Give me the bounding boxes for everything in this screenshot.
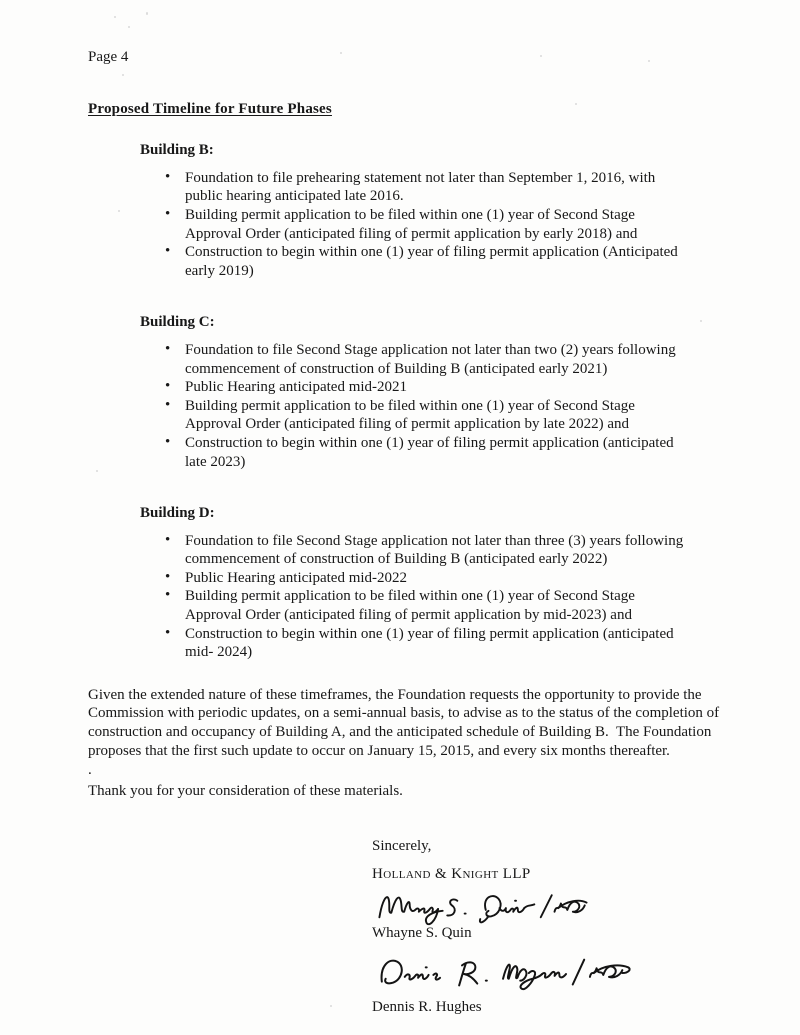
section-title: Building D: [140, 505, 215, 522]
page-number: Page 4 [88, 49, 129, 65]
signature-block [372, 837, 730, 1016]
dennis-hughes-signature-image [368, 953, 640, 995]
section-building-b [88, 141, 730, 280]
scan-speckle [146, 12, 148, 15]
scan-speckle [96, 470, 98, 472]
signer-name: Dennis R. Hughes [372, 998, 482, 1015]
scan-speckle [128, 26, 130, 28]
body-paragraph: Given the extended nature of these timeframes, the Foundation requests the opportunity to provide the Commission with periodic updates, on a semi-annual basis, to advise as to the status of the completion of construction and occupancy of Building A, and the anticipated schedule of Building B. The Foundation proposes that the first such update to occur on January 15, 2015, and every six months thereafter. [88, 686, 723, 759]
bullet-item: • Construction to begin within one (1) year of filing permit application (Anticipated early 2019) [163, 243, 686, 280]
scan-speckle [648, 60, 650, 62]
signer-name: Whayne S. Quin [372, 925, 472, 941]
closing-line: Thank you for your consideration of these materials. [88, 783, 403, 800]
bullet-list [163, 341, 686, 471]
scan-speckle [330, 1005, 332, 1007]
scan-speckle [122, 74, 124, 76]
section-title: Building C: [140, 314, 215, 331]
scan-speckle [700, 320, 702, 322]
stray-period-mark: . [88, 762, 92, 779]
scan-speckle [540, 55, 542, 57]
document-heading: Proposed Timeline for Future Phases [88, 100, 332, 117]
salutation: Sincerely, [372, 837, 432, 854]
scan-speckle [114, 16, 116, 18]
section-building-c [88, 313, 730, 471]
bullet-item: • Public Hearing anticipated mid-2022 [163, 569, 686, 588]
bullet-item: • Building permit application to be filed within one (1) year of Second Stage Approval Order (anticipated filing of permit application by mid-2023) and [163, 587, 686, 624]
bullet-item: • Foundation to file prehearing statement not later than September 1, 2016, with public hearing anticipated late 2016. [163, 169, 686, 206]
bullet-item: • Construction to begin within one (1) year of filing permit application (anticipated late 2023) [163, 434, 686, 471]
section-title: Building B: [140, 142, 214, 159]
bullet-item: • Public Hearing anticipated mid-2021 [163, 378, 686, 397]
scan-speckle [575, 103, 577, 105]
section-building-d [88, 504, 730, 662]
scan-speckle [340, 52, 342, 54]
bullet-list [163, 532, 686, 662]
bullet-item: • Foundation to file Second Stage application not later than three (3) years following commencement of construction of Building B (anticipated early 2022) [163, 532, 686, 569]
bullet-item: • Foundation to file Second Stage application not later than two (2) years following commencement of construction of Building B (anticipated early 2021) [163, 341, 686, 378]
bullet-item: • Building permit application to be filed within one (1) year of Second Stage Approval Order (anticipated filing of permit application by late 2022) and [163, 397, 686, 434]
bullet-item: • Building permit application to be filed within one (1) year of Second Stage Approval Order (anticipated filing of permit application by early 2018) and [163, 206, 686, 243]
bullet-list [163, 169, 686, 281]
scan-speckle [118, 210, 120, 212]
firm-name: Holland & Knight LLP [372, 866, 531, 883]
bullet-item: • Construction to begin within one (1) year of filing permit application (anticipated mid- 2024) [163, 625, 686, 662]
